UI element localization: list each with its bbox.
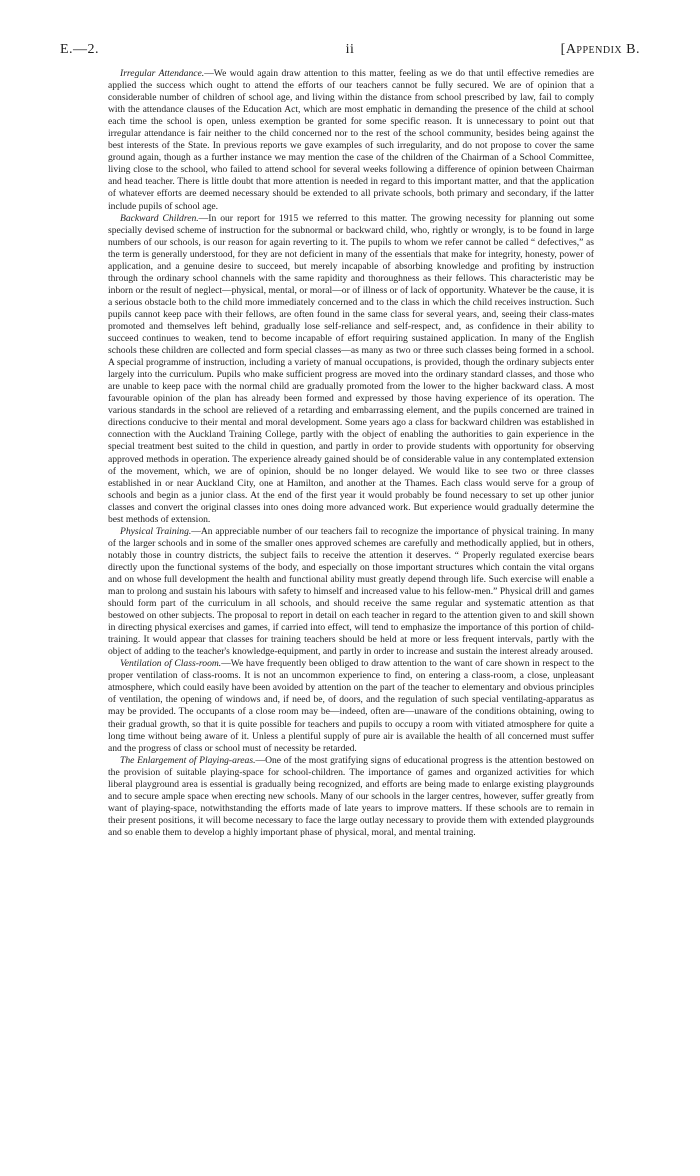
paragraph-heading: Irregular Attendance. [120,68,205,79]
paragraph-ventilation [108,658,594,754]
paragraph-text: —One of the most gratifying signs of educational progress is the attention bestowed on the provision of suitable playing-space for school-children. The importance of games and organized activities for which liberal playground area is essential is gradually being recognized, and efforts are being made to enlarge existing playgrounds and to secure ample space when erecting new schools. Many of our schools in the larger centres, however, suffer greatly from want of playing-space, notwithstanding the efforts made of late years to improve matters. If these schools are to remain in their present positions, it will become necessary to face the large outlay necessary to provide them with extended playgrounds and so enable them to develop a highly important phase of physical, moral, and mental training. [108,754,594,838]
body-text [108,68,594,839]
appendix-label: [Appendix B. [560,42,640,57]
paragraph-irregular-attendance [108,68,594,213]
paragraph-text: —An appreciable number of our teachers fail to recognize the importance of physical training. In many of the larger schools and in some of the smaller ones approved schemes are carefully and methodically applied, but in others, notably those in country districts, the subject fails to receive the attention it deserves. “ Properly regulated exercise bears directly upon the functional systems of the body, and especially on those important structures which contain the vital organs and on whose full development the health and functional ability must greatly depend through life. Such exercise will enable a man to prolong and sustain his labours with safety to himself and increased value to his fellow-men.” Physical drill and games should form part of the curriculum in all schools, and should receive the same regular and systematic attention as that bestowed on other subjects. The proposal to report in detail on each teacher in regard to the attention given to and skill shown in directing physical exercises and games, if carried into effect, will tend to emphasize the importance of this portion of child-training. It would appear that classes for training teachers should be held at more or less frequent intervals, partly with the object of adding to the teacher's knowledge-equipment, and partly in order to increase and sustain the interest already aroused. [108,525,594,658]
paragraph-text: —We have frequently been obliged to draw attention to the want of care shown in respect to the proper ventilation of class-rooms. It is not an uncommon experience to find, on entering a class-room, a close, unpleasant atmosphere, which could easily have been avoided by attention on the part of the teacher to elementary and obvious principles of ventilation, the opening of windows and, if need be, of doors, and the regulation of such special ventilating-apparatus as may be provided. The occupants of a close room may be—indeed, often are—unaware of the conditions obtaining, owing to their gradual growth, so that it is quite possible for teachers and pupils to occupy a room with vitiated atmosphere for quite a long time without being aware of it. Unless a plentiful supply of pure air is available the health of all concerned must suffer and the progress of class or school must of necessity be retarded. [108,658,594,754]
paragraph-text: —We would again draw attention to this matter, feeling as we do that until effective remedies are applied the success which ought to attend the efforts of our teachers cannot be fully secured. We are of opinion that a considerable number of children of school age, and living within the distance from school prescribed by law, fail to comply with the attendance clauses of the Education Act, which are most emphatic in demanding the presence of the child at school each time the school is open, unless exemption be granted for some specific reason. It is unnecessary to point out that irregular attendance is fair neither to the child concerned nor to the rest of the school community, besides being against the best interests of the State. In previous reports we gave examples of such irregularity, and do not propose to cover the same ground again, though as a further instance we may mention the case of the children of the Chairman of a School Committee, living close to the school, who failed to attend school for several weeks following a difference of opinion between Chairman and head teacher. There is little doubt that more attention is needed in regard to this important matter, and that the application of whatever efforts are deemed necessary should be extended to all private schools, both primary and secondary, if the latter include pupils of school age. [108,68,594,212]
paragraph-heading: Physical Training. [120,525,192,537]
page-number: ii [345,42,355,57]
paragraph-playing-areas [108,755,594,839]
report-code: E.—2. [60,42,100,57]
paragraph-heading: The Enlargement of Playing-areas. [120,754,256,766]
page-header [60,42,640,64]
paragraph-heading: Backward Children. [120,212,199,224]
paragraph-physical-training [108,526,594,659]
paragraph-heading: Ventilation of Class-room. [120,658,222,670]
paragraph-backward-children [108,213,594,526]
paragraph-text: —In our report for 1915 we referred to this matter. The growing necessity for planning out some specially devised scheme of instruction for the subnormal or backward child, who, rightly or wrongly, is to be found in large numbers of our schools, is our reason for again reverting to it. The pupils to whom we refer cannot be called “ defectives,” as the term is generally understood, for they are not deficient in many of the essentials that make for integrity, honesty, power of application, and a genuine desire to succeed, but merely incapable of absorbing knowledge and profiting by instruction through the ordinary school channels with the same rapidity and thoroughness as their fellows. This characteristic may be inborn or the result of neglect—physical, mental, or moral—or of illness or of lack of opportunity. Whatever be the cause, it is a serious obstacle both to the child more immediately concerned and to the class in which the child receives instruction. Such pupils cannot keep pace with their fellows, are often found in the same class for several years, and, seeing their class-mates promoted and themselves left behind, gradually lose self-reliance and self-respect, and, as confidence in their ability to succeed continues to weaken, tend to become incapable of effort requiring sustained application. In many of the English schools these children are collected and form special classes—as many as two or three such classes being formed in a school. A special programme of instruction, including a variety of manual occupations, is provided, though the ordinary subjects enter largely into the curriculum. Pupils who make sufficient progress are moved into the ordinary standard classes, and those who are unable to keep pace with the normal child are gradually promoted from the lower to the higher backward class. A most favourable opinion of the plan has already been formed and expressed by those having experience of its operation. The various standards in the school are relieved of a retarding and embarrassing element, and the pupils concerned are trained in directions conducive to their mental and moral development. Some years ago a class for backward children was established in connection with the Auckland Training College, partly with the object of enabling the authorities to gain experience in the special treatment best suited to the child in question, and partly in order to provide students with opportunity for observing approved methods in operation. The experience already gained should be of considerable value in any contemplated extension of the movement, which, we are of opinion, should be no longer delayed. We would like to see two or three classes established in or near Auckland City, one at Hamilton, and another at the Thames. Each class would serve for a group of schools and begin as a junior class. At the end of the first year it would probably be found necessary to set up other junior classes and convert the original classes into ones doing more advanced work. But experience would gradually determine the best methods of extension. [108,212,594,525]
